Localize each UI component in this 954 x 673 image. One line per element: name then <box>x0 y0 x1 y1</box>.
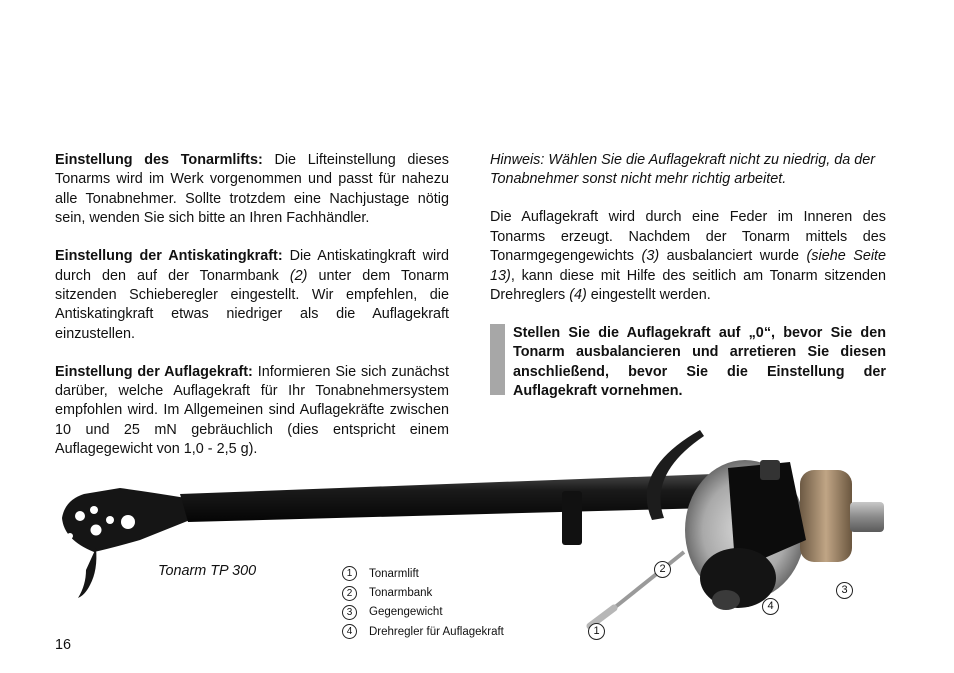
legend-item <box>342 603 504 622</box>
text-feder-b: ausbalanciert wurde <box>666 248 799 265</box>
callout-text: Stellen Sie die Auflagekraft auf „0“, bevor Sie den Tonarm ausbalancieren und arretieren Sie diesen anschließend, bevor Sie die Einstellung der Auflagekraft vornehmen. <box>513 324 886 400</box>
legend-number: 2 <box>342 586 357 601</box>
heading-auflagekraft: Einstellung der Auflagekraft: <box>55 363 253 380</box>
legend-number: 3 <box>342 605 357 620</box>
legend-item <box>342 622 504 641</box>
figure-legend <box>342 564 504 642</box>
figure-caption: Tonarm TP 300 <box>158 563 257 579</box>
heading-tonarmlift: Einstellung des Tonarmlifts: <box>55 152 263 168</box>
lift-lever <box>590 552 684 626</box>
legend-label: Tonarmbank <box>369 587 433 600</box>
legend-number: 1 <box>342 566 357 581</box>
ref-seite: (siehe Seite 13) <box>490 248 887 284</box>
callout-marker-4: 4 <box>762 598 779 615</box>
arm-tube <box>180 473 748 545</box>
legend-label: Tonarmlift <box>369 567 419 580</box>
legend-label: Drehregler für Auflagekraft <box>369 625 504 638</box>
legend-label: Gegengewicht <box>369 606 443 619</box>
text-feder-c: , kann diese mit Hilfe des seitlich am Tonarm sitzenden Drehreglers <box>490 267 886 303</box>
text-feder-d: eingestellt werden. <box>590 286 711 303</box>
callout-marker-3: 3 <box>836 582 853 599</box>
hinweis-note: Hinweis: Wählen Sie die Auflagekraft nicht zu niedrig, da der Tonabnehmer sonst nicht mehr richtig arbeitet. <box>490 152 876 188</box>
legend-item <box>342 583 504 602</box>
ref-tonarmbank: (2) <box>289 267 308 284</box>
headshell <box>62 488 190 598</box>
callout-marker-2: 2 <box>654 561 671 578</box>
text-antiskating-a: Die Antiskatingkraft wird durch den auf der Tonarmbank <box>55 248 449 284</box>
ref-drehregler: (4) <box>569 286 587 303</box>
page-number: 16 <box>55 637 72 653</box>
ref-gegengewicht: (3) <box>641 248 660 265</box>
legend-number: 4 <box>342 624 357 639</box>
counterweight <box>800 470 884 562</box>
text-feder-a: Die Auflagekraft wird durch eine Feder im Inneren des Tonarms erzeugt. Nachdem der Tonarm mittels des Tonarmgegengewichts <box>490 209 886 265</box>
heading-antiskating: Einstellung der Antiskatingkraft: <box>55 248 283 265</box>
callout-marker-1: 1 <box>588 623 605 640</box>
text-antiskating-b: unter dem Tonarm sitzenden Schieberegler eingestellt. Wir empfehlen, die Antiskatingkraft etwas niedriger als die Auflagekraft einzustellen. <box>55 267 450 342</box>
text-tonarmlift: Die Lifteinstellung dieses Tonarms wird im Werk vorgenommen und passt für nahezu alle Tonabnehmer. Sollte trotzdem eine Nachjustage nötig sein, wenden Sie sich bitte an Ihren Fachhändler. <box>55 152 449 227</box>
text-auflagekraft: Informieren Sie sich zunächst darüber, welche Auflagekraft für Ihr Tonabnehmersystem empfohlen wird. Im Allgemeinen sind Auflagekräfte zwischen 10 und 25 mN gebräuchlich (dies entspricht einem Auflagegewicht von 1,0 - 2,5 g). <box>55 363 449 458</box>
legend-item <box>342 564 504 583</box>
